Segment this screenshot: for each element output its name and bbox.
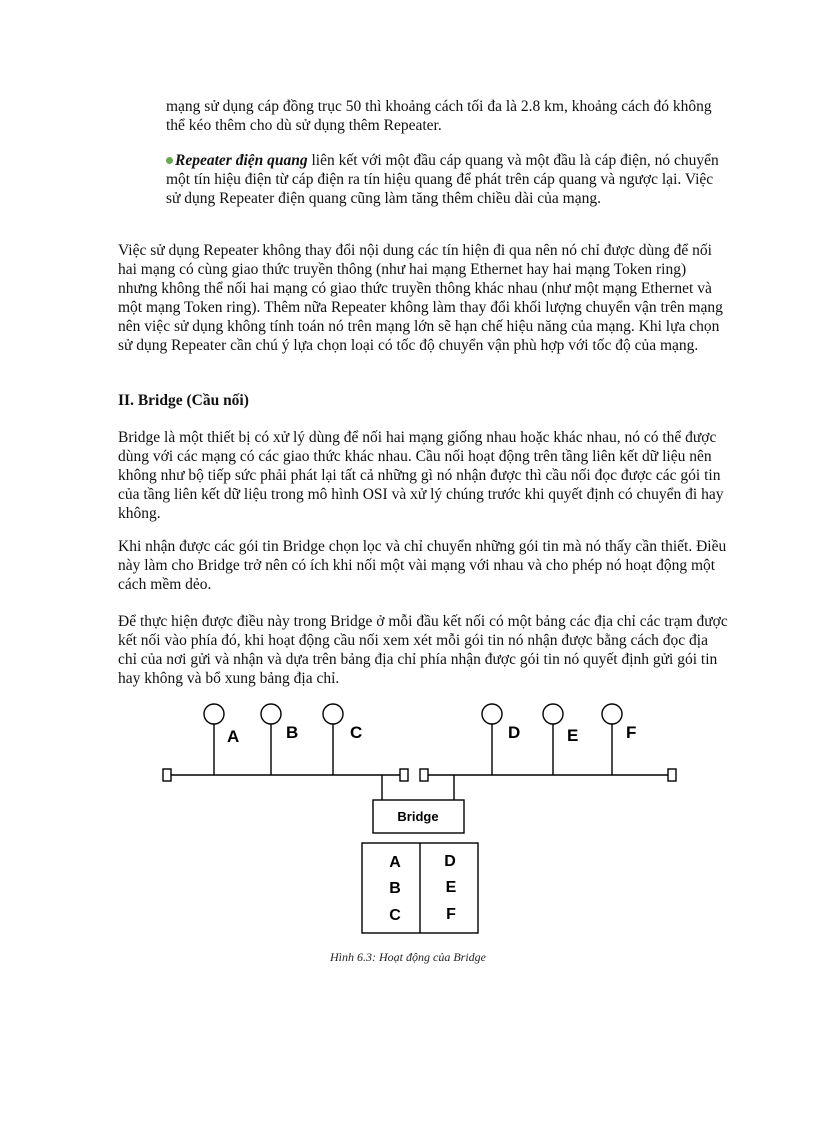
- paragraph-bridge-table: Để thực hiện được điều này trong Bridge ở mỗi đầu kết nối có một bảng các địa chỉ các trạm được kết nối vào phía đó, khi hoạt động cầu nối xem xét mỗi gói tin nó nhận được bằng cách đọc địa chỉ của nơi gửi và nhận và dựa trên bảng địa chỉ phía nhận được gói tin nó quyết định gửi gói tin hay không và bổ xung bảng địa chỉ.: [118, 613, 728, 687]
- table-right-entry-e: E: [445, 879, 457, 896]
- station-c-label: C: [350, 723, 363, 742]
- table-left-entry-a: A: [389, 854, 401, 871]
- station-e-node: [543, 704, 563, 724]
- station-e-label: E: [567, 726, 579, 745]
- paragraph-bridge-intro: Bridge là một thiết bị có xử lý dùng để nối hai mạng giống nhau hoặc khác nhau, nó có thể được dùng với các mạng có các giao thức khác nhau. Cầu nối hoạt động trên tầng liên kết dữ liệu nên không như bộ tiếp sức phải phát lại tất cả những gì nó nhận được thì cầu nối đọc được các gói tin của tầng liên kết dữ liệu trong mô hình OSI và xử lý chúng trước khi quyết định có chuyển đi hay không.: [118, 429, 724, 522]
- table-left-entry-b: B: [389, 880, 401, 897]
- station-b-node: [261, 704, 281, 724]
- station-a-label: A: [227, 727, 240, 746]
- right-bus-start-terminator: [420, 769, 428, 781]
- table-right-entry-f: F: [446, 906, 456, 923]
- left-bus-terminator: [163, 769, 171, 781]
- figure-caption: Hình 6.3: Hoạt động của Bridge: [330, 950, 486, 964]
- bridge-label: Bridge: [397, 809, 439, 824]
- station-f-node: [602, 704, 622, 724]
- station-a-node: [204, 704, 224, 724]
- bullet-text: liên kết với một đầu cáp quang và một đầu là cáp điện, nó chuyển một tín hiệu điện từ cáp điện ra tín hiệu quang để phát trên cáp quang và ngược lại. Việc sử dụng Repeater điện quang cũng làm tăng thêm chiều dài của mạng.: [166, 152, 719, 207]
- table-left-entry-c: C: [389, 907, 401, 924]
- section-heading-bridge: II. Bridge (Cầu nối): [118, 392, 249, 409]
- paragraph-coax-distance: mạng sử dụng cáp đồng trục 50 thì khoảng cách tối đa là 2.8 km, khoảng cách đó không thể kéo thêm cho dù sử dụng thêm Repeater.: [166, 98, 712, 134]
- paragraph-repeater-usage: Việc sử dụng Repeater không thay đổi nội dung các tín hiện đi qua nên nó chỉ được dùng để nối hai mạng có cùng giao thức truyền thông (như hai mạng Ethernet hay hai mạng Token ring) nhưng không thể nối hai mạng có giao thức truyền thông khác nhau (như một mạng Ethernet và một mạng Token ring). Thêm nữa Repeater không làm thay đổi khối lượng chuyển vận trên mạng nên việc sử dụng không tính toán nó trên mạng lớn sẽ hạn chế hiệu năng của mạng. Khi lựa chọn sử dụng Repeater cần chú ý lựa chọn loại có tốc độ chuyển vận phù hợp với tốc độ của mạng.: [118, 242, 723, 354]
- right-bus-terminator: [668, 769, 676, 781]
- table-right-entry-d: D: [444, 853, 456, 870]
- paragraph-bridge-filter: Khi nhận được các gói tin Bridge chọn lọc và chỉ chuyển những gói tin mà nó thấy cần thiết. Điều này làm cho Bridge trở nên có ích khi nối một vài mạng với nhau và cho phép nó hoạt động một cách mềm dẻo.: [118, 538, 727, 593]
- bullet-term: Repeater điện quang: [175, 152, 308, 169]
- station-c-node: [323, 704, 343, 724]
- station-d-node: [482, 704, 502, 724]
- station-b-label: B: [286, 723, 299, 742]
- left-bus-end-terminator: [400, 769, 408, 781]
- station-d-label: D: [508, 723, 521, 742]
- station-f-label: F: [626, 723, 637, 742]
